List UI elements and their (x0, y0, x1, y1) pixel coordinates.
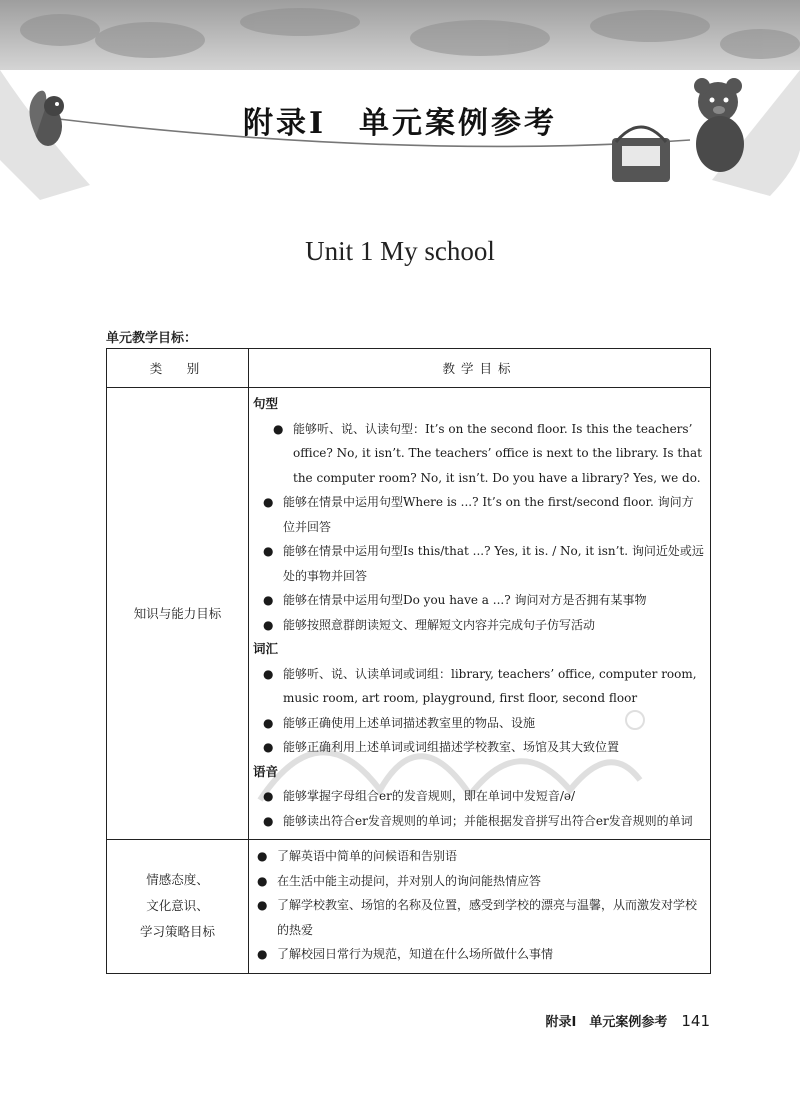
list-item: ● 能够正确利用上述单词或词组描述学校教室、场馆及其大致位置 (263, 735, 704, 760)
footer-section: 附录I 单元案例参考 (545, 1015, 668, 1030)
category-cell: 知识与能力目标 (107, 388, 249, 840)
list-item: ● 了解校园日常行为规范，知道在什么场所做什么事情 (257, 942, 704, 967)
table-row (107, 388, 711, 840)
goals-table (106, 348, 711, 974)
category-line: 文化意识、 (146, 898, 209, 914)
group-heading: 语音 (253, 763, 279, 779)
list-item: ● 在生活中能主动提问，并对别人的询问能热情应答 (257, 869, 704, 894)
bullet-list (253, 662, 704, 760)
list-item: ● 能够听、说、认读句型：It’s on the second floor. Is this the teachers’ office? No, it isn’t. The teachers’ office is next to the library. Is that the computer room? No, it isn’t. Do you have a library? Yes, we do. (263, 417, 704, 491)
list-item: ● 能够按照意群朗读短文、理解短文内容并完成句子仿写活动 (263, 613, 704, 638)
category-line: 情感态度、 (146, 872, 209, 888)
category-line: 学习策略目标 (139, 924, 215, 940)
header-category: 类 别 (107, 349, 249, 388)
goals-cell (249, 388, 711, 840)
group-heading: 词汇 (253, 641, 279, 656)
category-cell (107, 840, 249, 974)
page-number: 141 (681, 1012, 710, 1030)
bullet-list (253, 784, 704, 833)
section-label: 单元教学目标： (106, 331, 198, 346)
table-row (107, 840, 711, 974)
list-item: ● 能够听、说、认读单词或词组：library, teachers’ office, computer room, music room, art room, playground, first floor, second floor (263, 662, 704, 711)
chapter-title: 附录I 单元案例参考 (242, 106, 558, 141)
bullet-list (253, 417, 704, 638)
list-item: ● 能够在情景中运用句型Do you have a ...? 询问对方是否拥有某事物 (263, 588, 704, 613)
list-item: ● 能够在情景中运用句型Is this/that ...? Yes, it is. / No, it isn’t. 询问近处或远处的事物并回答 (263, 539, 704, 588)
group-heading: 句型 (253, 396, 279, 411)
bullet-list (253, 844, 704, 967)
goals-cell (249, 840, 711, 974)
list-item: ● 能够读出符合er发音规则的单词；并能根据发音拼写出符合er发音规则的单词 (263, 809, 704, 834)
list-item: ● 能够掌握字母组合er的发音规则，即在单词中发短音/ə/ (263, 784, 704, 809)
page-footer (0, 1011, 710, 1030)
list-item: ● 能够在情景中运用句型Where is ...? It’s on the first/second floor. 询问方位并回答 (263, 490, 704, 539)
table-header-row (107, 349, 711, 388)
unit-title: Unit 1 My school (305, 236, 495, 266)
list-item: ● 能够正确使用上述单词描述教室里的物品、设施 (263, 711, 704, 736)
list-item: ● 了解英语中简单的问候语和告别语 (257, 844, 704, 869)
header-goals: 教学目标 (249, 349, 711, 388)
list-item: ● 了解学校教室、场馆的名称及位置，感受到学校的漂亮与温馨，从而激发对学校的热爱 (257, 893, 704, 942)
